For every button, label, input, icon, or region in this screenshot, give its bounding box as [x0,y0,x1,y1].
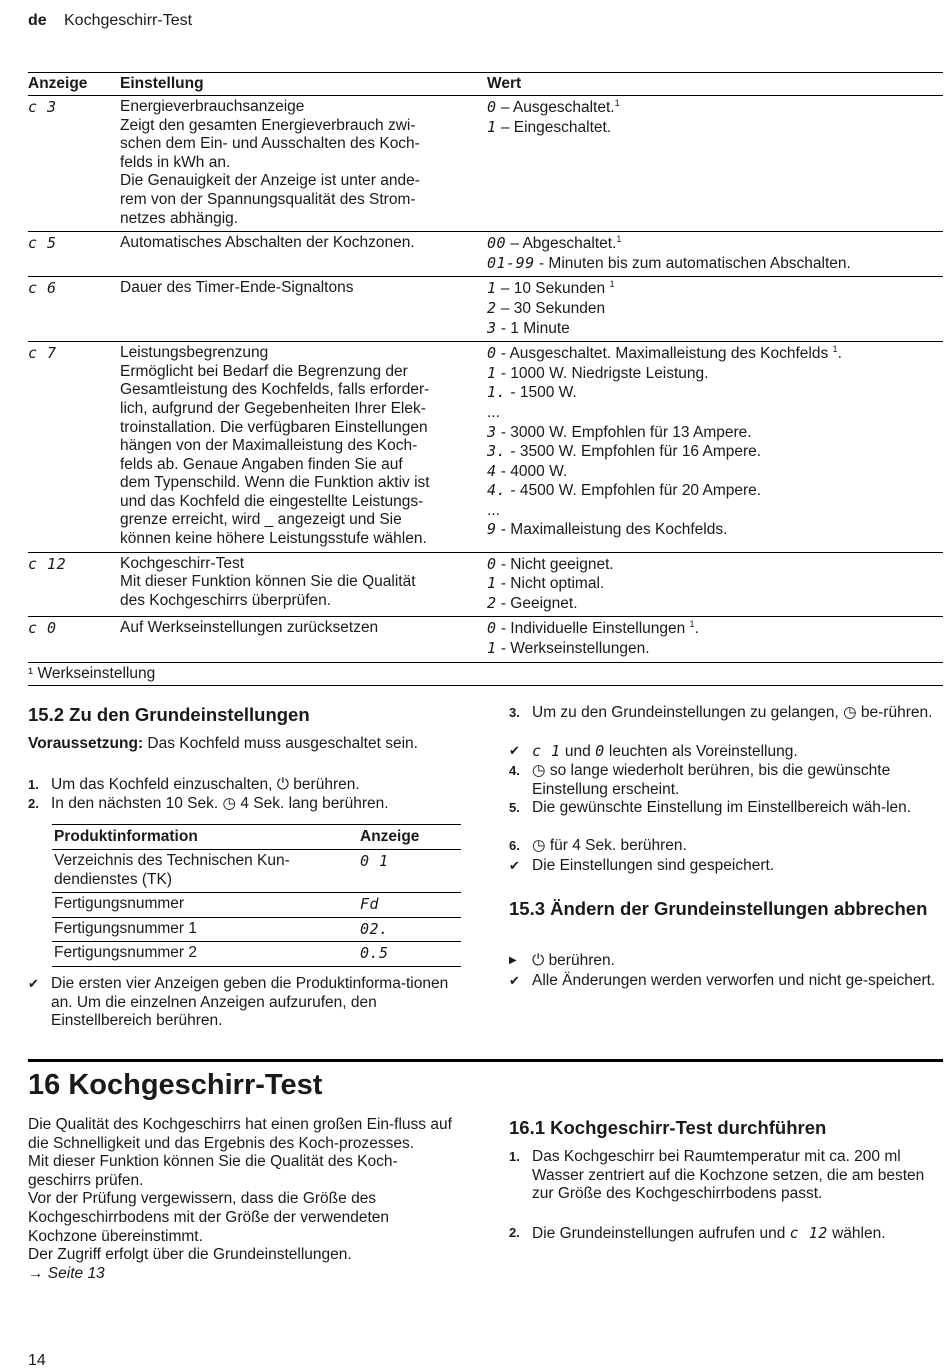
setting-cell [120,234,487,273]
value-text: - Nicht optimal. [496,575,605,593]
value-text: – 10 Sekunden [496,280,610,298]
value-text-after: . [694,620,699,638]
value-code: 1. [487,383,507,402]
value-text-after: . [837,345,842,363]
paragraph: Die Qualität des Kochgeschirrs hat einen großen Ein-fluss auf die Schnelligkeit und das Ergebnis des Koch-prozesses. [28,1116,452,1152]
display-code: c 6 [28,279,57,298]
step-text: Um zu den Grundeinstellungen zu gelangen, ◷ be-rühren. [532,704,933,721]
setting-cell [120,555,487,614]
value-line [487,501,943,521]
section-15-2-heading: 15.2 Zu den Grundeinstellungen [28,704,310,725]
step-15-2-4 [509,762,943,799]
result-15-2-3 [509,742,943,762]
result-15-3 [509,972,943,991]
display-code: c 12 [28,554,67,573]
check-icon: ✔ [28,976,39,991]
display-code: c 3 [28,98,57,116]
chapter-16-heading: 16 Kochgeschirr-Test [28,1069,323,1101]
product-info-label: Verzeichnis des Technischen Kun- dendienstes (TK) [54,852,290,888]
table-row [28,96,943,232]
setting-line: felds ab. Genaue Angaben finden Sie auf [120,455,403,473]
triangle-right-icon: ▶ [509,955,517,966]
value-text: – Ausgeschaltet. [496,99,615,116]
setting-cell [120,279,487,338]
value-code: 1 [487,363,497,382]
value-code: 3 [487,318,497,337]
setting-line: Energieverbrauchsanzeige [120,98,305,115]
value-text: - 3000 W. Empfohlen für 13 Ampere. [496,423,752,441]
step-number: 4. [509,763,520,778]
setting-cell [120,619,487,658]
value-line [487,403,943,423]
value-code: 0 [487,554,497,573]
value-code: 00 [487,234,507,253]
setting-line: netzes abhängig. [120,209,239,227]
setting-line: Dauer des Timer-Ende-Signaltons [120,279,354,297]
paragraph: Der Zugriff erfolgt über die Grundeinstellungen. [28,1246,352,1264]
value-text: – Eingeschaltet. [496,118,612,136]
value-text: - 4000 W. [496,462,568,480]
value-cell [487,234,943,273]
display-code: c 0 [28,619,57,638]
table-row [52,918,461,943]
setting-line: hängen von der Maximalleistung des Koch- [120,437,418,455]
step-text-post: wählen. [827,1225,886,1242]
value-text: - Werkseinstellungen. [496,640,650,658]
table-row [28,342,943,553]
paragraph: Mit dieser Funktion können Sie die Qualität des Koch-geschirrs prüfen. [28,1153,398,1189]
value-text: ... [487,403,500,421]
step-number: 1. [509,1149,520,1164]
col-header-anzeige: Anzeige [28,74,88,92]
value-code: 2 [487,593,497,612]
value-line [487,574,943,594]
display-code: c 1 [532,742,561,760]
result-text: Die Einstellungen sind gespeichert. [532,857,775,874]
table-footnote: ¹ Werkseinstellung [28,663,943,687]
setting-line: Die Genauigkeit der Anzeige ist unter ande- [120,172,420,190]
product-info-label: Fertigungsnummer 1 [54,919,198,937]
step-15-2-3 [509,704,943,723]
display-code: 0 [595,742,605,760]
step-number: 1. [28,777,39,792]
action-15-3 [509,952,943,971]
display-code: c 12 [789,1224,828,1242]
value-code: 1 [487,279,497,298]
chapter-divider [28,1059,943,1062]
setting-line: Gesamtleistung des Kochfelds, falls erforder- [120,381,430,399]
value-line [487,234,943,254]
settings-table-header [28,72,943,96]
value-line [487,344,943,364]
setting-line: dem Typenschild. Wenn die Funktion aktiv ist [120,474,430,492]
setting-line: troinstallation. Die verfügbaren Einstellungen [120,418,428,436]
value-text: - 1000 W. Niedrigste Leistung. [496,364,709,382]
value-code: 2 [487,298,497,317]
step-16-1-1 [509,1148,943,1204]
setting-line: Auf Werkseinstellungen zurücksetzen [120,619,379,637]
setting-line: Mit dieser Funktion können Sie die Qualität [120,573,416,591]
value-line [487,462,943,482]
value-line [487,423,943,443]
check-icon: ✔ [509,858,520,873]
value-line [487,364,943,384]
setting-line: des Kochgeschirrs überprüfen. [120,591,332,609]
step-text: Die gewünschte Einstellung im Einstellbereich wäh-len. [532,799,912,816]
value-line [487,118,943,138]
result-15-2-6 [509,857,943,876]
value-text: - Geeignet. [496,594,578,612]
display-code: 0.5 [360,944,389,963]
step-number: 2. [28,796,39,811]
result-text-tail: leuchten als Voreinstellung. [604,743,798,760]
value-text: - 1500 W. [506,384,577,402]
setting-line: Zeigt den gesamten Energieverbrauch zwi- [120,116,416,134]
setting-cell [120,98,487,228]
footnote-marker: 1 [616,234,622,245]
value-line [487,594,943,614]
action-text: ⏻ berühren. [532,952,615,969]
setting-line: rem von der Spannungsqualität des Strom- [120,190,416,208]
value-text: - Nicht geeignet. [496,555,614,573]
value-line [487,279,943,299]
setting-line: können keine höhere Leistungsstufe wählen. [120,530,427,548]
value-line [487,254,943,274]
prerequisite-label: Voraussetzung: [28,735,144,752]
value-code: 01-99 [487,253,535,272]
step-16-1-2 [509,1224,943,1244]
value-cell [487,279,943,338]
value-text: - 1 Minute [496,319,570,337]
value-code: 1 [487,639,497,658]
setting-line: und das Kochfeld die eingestellte Leistungs- [120,492,424,510]
value-line [487,481,943,501]
step-number: 2. [509,1225,520,1240]
value-cell [487,98,943,228]
step-text: Um das Kochfeld einzuschalten, ⏻ berühren. [51,776,360,793]
value-code: 0 [487,344,497,363]
prerequisite [28,735,448,754]
section-15-3-heading: 15.3 Ändern der Grundeinstellungen abbrechen [509,898,928,919]
value-code: 3. [487,442,507,461]
display-code: Fd [360,895,380,914]
step-text [532,1224,943,1244]
value-text: - Minuten bis zum automatischen Abschalten. [534,254,851,272]
table-row [52,850,461,893]
value-line [487,555,943,575]
value-code: 1 [487,574,497,593]
value-text: - Ausgeschaltet. Maximalleistung des Kochfelds [496,345,833,363]
result-text: Alle Änderungen werden verworfen und nicht ge-speichert. [532,972,936,989]
product-table-body [52,850,461,967]
value-line [487,299,943,319]
step-number: 3. [509,705,520,720]
step-15-2-6 [509,837,943,856]
step-number: 6. [509,838,520,853]
step-15-2-1 [28,776,458,795]
setting-line: felds in kWh an. [120,153,231,171]
step-text: ◷ für 4 Sek. berühren. [532,837,687,854]
result-text: Die ersten vier Anzeigen geben die Produktinforma-tionen an. Um die einzelnen Anzeigen aufzurufen, den Einstellbereich berühren. [51,975,449,1030]
value-cell [487,619,943,658]
page-number: 14 [28,1352,46,1369]
value-line [487,520,943,540]
product-info-label: Fertigungsnummer 2 [54,944,198,962]
paragraph: Vor der Prüfung vergewissern, dass die Größe des Kochgeschirrbodens mit der Größe der verwendeten Kochzone übereinstimmt. [28,1190,389,1245]
step-text: Das Kochgeschirr bei Raumtemperatur mit ca. 200 ml Wasser zentriert auf die Kochzone setzen, die am besten zur Größe des Kochgeschirrbodens passt. [532,1148,925,1203]
value-line [487,319,943,339]
step-text-pre: Die Grundeinstellungen aufrufen und [532,1225,790,1242]
value-text: - Individuelle Einstellungen [496,620,690,638]
value-line [487,442,943,462]
display-code: c 7 [28,344,57,363]
value-text: ... [487,501,500,519]
section-16-1-heading: 16.1 Kochgeschirr-Test durchführen [509,1117,827,1138]
settings-table-body [28,96,943,663]
check-icon: ✔ [509,743,520,758]
table-row [28,277,943,342]
footnote-marker: 1 [609,279,615,290]
step-text: In den nächsten 10 Sek. ◷ 4 Sek. lang berühren. [51,795,389,812]
step-15-2-2 [28,795,458,814]
col-header-produktinformation: Produktinformation [54,827,198,845]
result-text-mid: und [560,743,596,760]
display-code: 02. [360,919,389,938]
col-header-einstellung: Einstellung [120,74,204,92]
value-code: 9 [487,520,497,539]
value-code: 3 [487,422,497,441]
step-15-2-5 [509,799,943,818]
header-title: Kochgeschirr-Test [64,12,193,29]
setting-line: Leistungsbegrenzung [120,344,269,362]
table-row [28,553,943,618]
setting-line: Automatisches Abschalten der Kochzonen. [120,234,415,252]
step-number: 5. [509,800,520,815]
value-code: 0 [487,619,497,638]
value-code: 4 [487,461,497,480]
value-line [487,639,943,659]
product-info-table [52,824,461,967]
value-text: - 4500 W. Empfohlen für 20 Ampere. [506,482,762,500]
table-row [28,232,943,277]
check-icon: ✔ [509,973,520,988]
result-text [532,742,943,762]
page-reference-link[interactable]: → Seite 13 [28,1264,105,1282]
prerequisite-text: Das Kochfeld muss ausgeschaltet sein. [143,735,418,752]
value-code: 1 [487,117,497,136]
table-row [52,893,461,918]
value-cell [487,555,943,614]
product-info-label: Fertigungsnummer [54,895,185,913]
setting-cell [120,344,487,549]
table-row [28,617,943,662]
setting-line: Ermöglicht bei Bedarf die Begrenzung der [120,362,408,380]
col-header-anzeige: Anzeige [360,827,420,845]
setting-line: Kochgeschirr-Test [120,554,245,572]
col-header-wert: Wert [487,74,522,92]
table-row [52,942,461,967]
value-text: - Maximalleistung des Kochfelds. [496,521,728,539]
value-text: - 3500 W. Empfohlen für 16 Ampere. [506,443,762,461]
value-code: 0 [487,98,497,116]
value-cell [487,344,943,549]
product-table-header [52,824,461,850]
setting-line: lich, aufgrund der Gegebenheiten Ihrer Elek- [120,399,426,417]
footnote-marker: 1 [689,619,695,630]
value-text: – Abgeschaltet. [506,235,617,253]
display-code: 0 1 [360,852,389,870]
setting-line: grenze erreicht, wird _ angezeigt und Sie [120,511,402,529]
display-code: c 5 [28,234,57,253]
step-text: ◷ so lange wiederholt berühren, bis die gewünschte Einstellung erscheint. [532,762,891,798]
value-line [487,619,943,639]
value-line [487,98,943,118]
setting-line: schen dem Ein- und Ausschalten des Koch- [120,135,420,153]
value-code: 4. [487,481,507,500]
footnote-marker: 1 [614,98,620,108]
footnote-marker: 1 [832,344,838,355]
settings-table [28,72,943,686]
value-line [487,383,943,403]
value-text: – 30 Sekunden [496,299,606,317]
language-code: de [28,12,47,29]
result-15-2 [28,975,458,1031]
chapter-16-body [28,1116,456,1283]
